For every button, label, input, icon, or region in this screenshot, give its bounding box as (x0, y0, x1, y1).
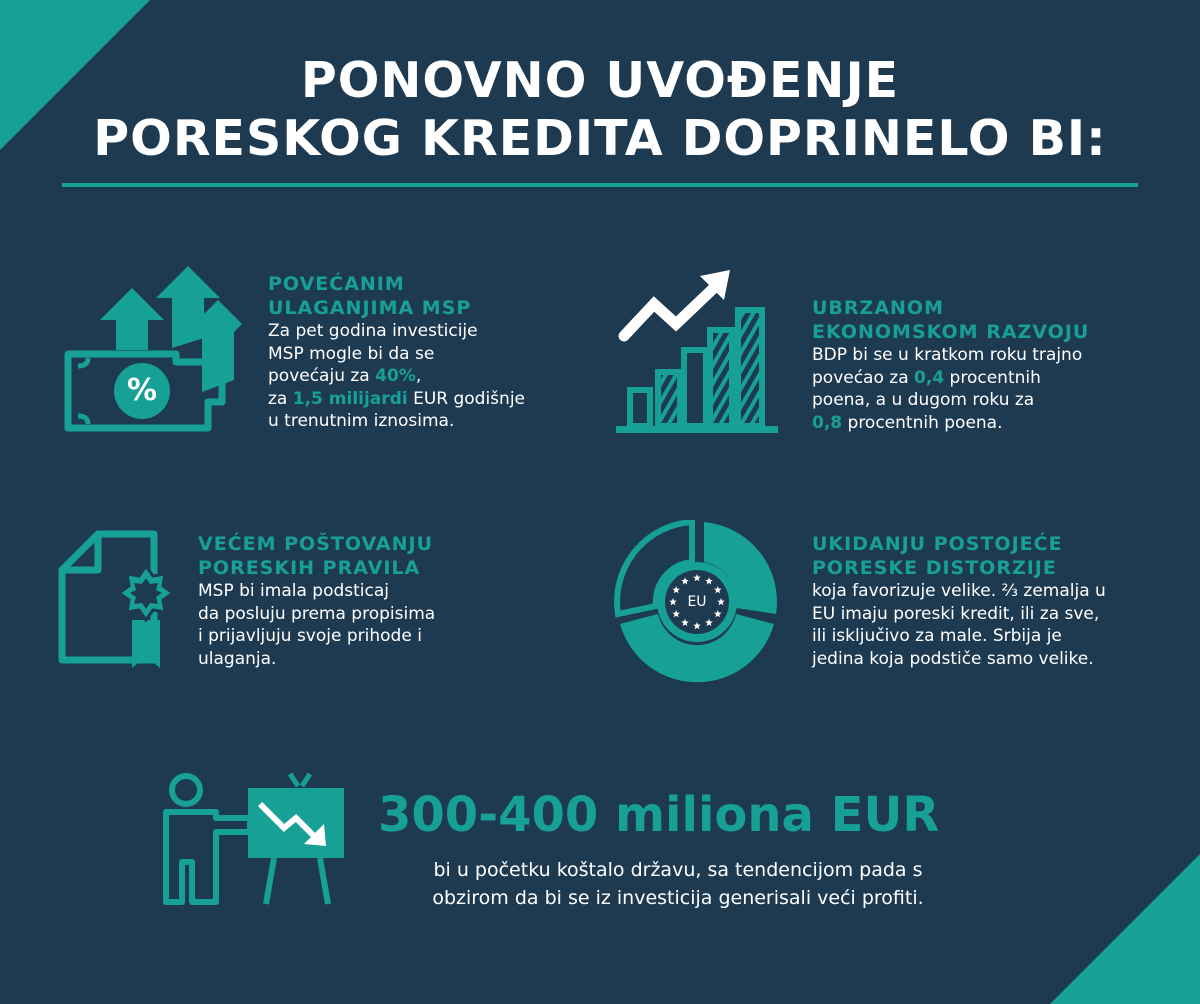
body-line (268, 410, 525, 433)
body-line (812, 603, 1106, 626)
highlight-value: 0,4 (914, 367, 945, 388)
investment-body (268, 320, 525, 433)
body-text: za (268, 388, 293, 409)
body-text: EU imaju poreski kredit, ili za sve, (812, 603, 1100, 624)
cost-description-line-2: obzirom da bi se iz investicija generisali veći profiti. (432, 887, 924, 909)
distortion-heading-line-1: UKIDANJU POSTOJEĆE (812, 533, 1063, 555)
body-text: ili isključivo za male. Srbija je (812, 626, 1062, 646)
body-text: i prijavljuju svoje prihode i (198, 626, 422, 646)
body-text: procentnih poena. (842, 412, 1003, 433)
body-text: u trenutnim iznosima. (268, 411, 455, 431)
cost-description-line-1: bi u početku koštalo državu, sa tendencijom pada s (433, 859, 923, 881)
body-line (268, 365, 525, 388)
distortion-heading-line-2: PORESKE DISTORZIJE (812, 557, 1057, 579)
cost-description (378, 856, 978, 912)
title-divider (62, 183, 1138, 187)
body-line (812, 648, 1106, 671)
investment-heading-line-2: ULAGANJIMA MSP (268, 297, 472, 319)
compliance-block (198, 532, 435, 670)
body-text: poena, a u dugom roku za (812, 390, 1035, 410)
body-line (198, 648, 435, 671)
certificate-icon (58, 530, 196, 672)
body-text: , (415, 366, 422, 386)
eu-label: EU (687, 594, 707, 610)
highlight-value: 40% (375, 366, 416, 386)
cost-amount: 300-400 miliona EUR (378, 787, 940, 843)
growth-block (812, 296, 1089, 434)
body-line (268, 388, 525, 411)
body-text: povećaju za (268, 366, 376, 386)
body-line (268, 343, 525, 366)
corner-decoration-bottom-right (1050, 854, 1200, 1004)
body-text: BDP bi se u kratkom roku trajno (812, 345, 1083, 365)
growth-body (812, 344, 1089, 434)
compliance-heading-line-1: VEĆEM POŠTOVANJU (198, 533, 434, 555)
distortion-body (812, 580, 1106, 670)
body-text: EUR godišnje (407, 388, 525, 409)
investment-heading-line-1: POVEĆANIM (268, 273, 405, 295)
page-title (0, 52, 1200, 168)
body-text: da posluju prema propisima (198, 603, 436, 624)
growth-heading-line-2: EKONOMSKOM RAZVOJU (812, 321, 1090, 343)
body-text: jedina koja podstiče samo velike. (812, 648, 1094, 669)
presenter-decline-icon (154, 770, 354, 910)
compliance-heading-line-2: PORESKIH PRAVILA (198, 557, 421, 579)
percent-label: % (126, 373, 158, 408)
body-text: procentnih (944, 367, 1041, 388)
investment-block (268, 272, 525, 433)
body-line (812, 389, 1089, 412)
growth-heading-line-1: UBRZANOM (812, 297, 944, 319)
body-line (812, 367, 1089, 390)
body-text: MSP mogle bi da se (268, 343, 435, 364)
body-text: koja favorizuje velike. ⅔ zemalja u (812, 581, 1106, 601)
body-line (198, 603, 435, 626)
distortion-block (812, 532, 1106, 670)
body-line (812, 344, 1089, 367)
body-line (812, 580, 1106, 603)
body-text: povećao za (812, 367, 915, 388)
page-title-line-1: PONOVNO UVOĐENJE (300, 52, 900, 109)
highlight-value: 1,5 milijardi (292, 388, 408, 409)
body-text: ulaganja. (198, 648, 277, 669)
body-line (812, 625, 1106, 648)
highlight-value: 0,8 (812, 412, 843, 433)
page-title-line-2: PORESKOG KREDITA DOPRINELO BI: (93, 110, 1107, 167)
growth-chart-icon (612, 266, 780, 436)
body-text: Za pet godina investicije (268, 321, 478, 341)
compliance-body (198, 580, 435, 670)
body-line (268, 320, 525, 343)
body-line (198, 625, 435, 648)
body-line (198, 580, 435, 603)
body-line (812, 412, 1089, 435)
body-text: MSP bi imala podsticaj (198, 581, 389, 601)
